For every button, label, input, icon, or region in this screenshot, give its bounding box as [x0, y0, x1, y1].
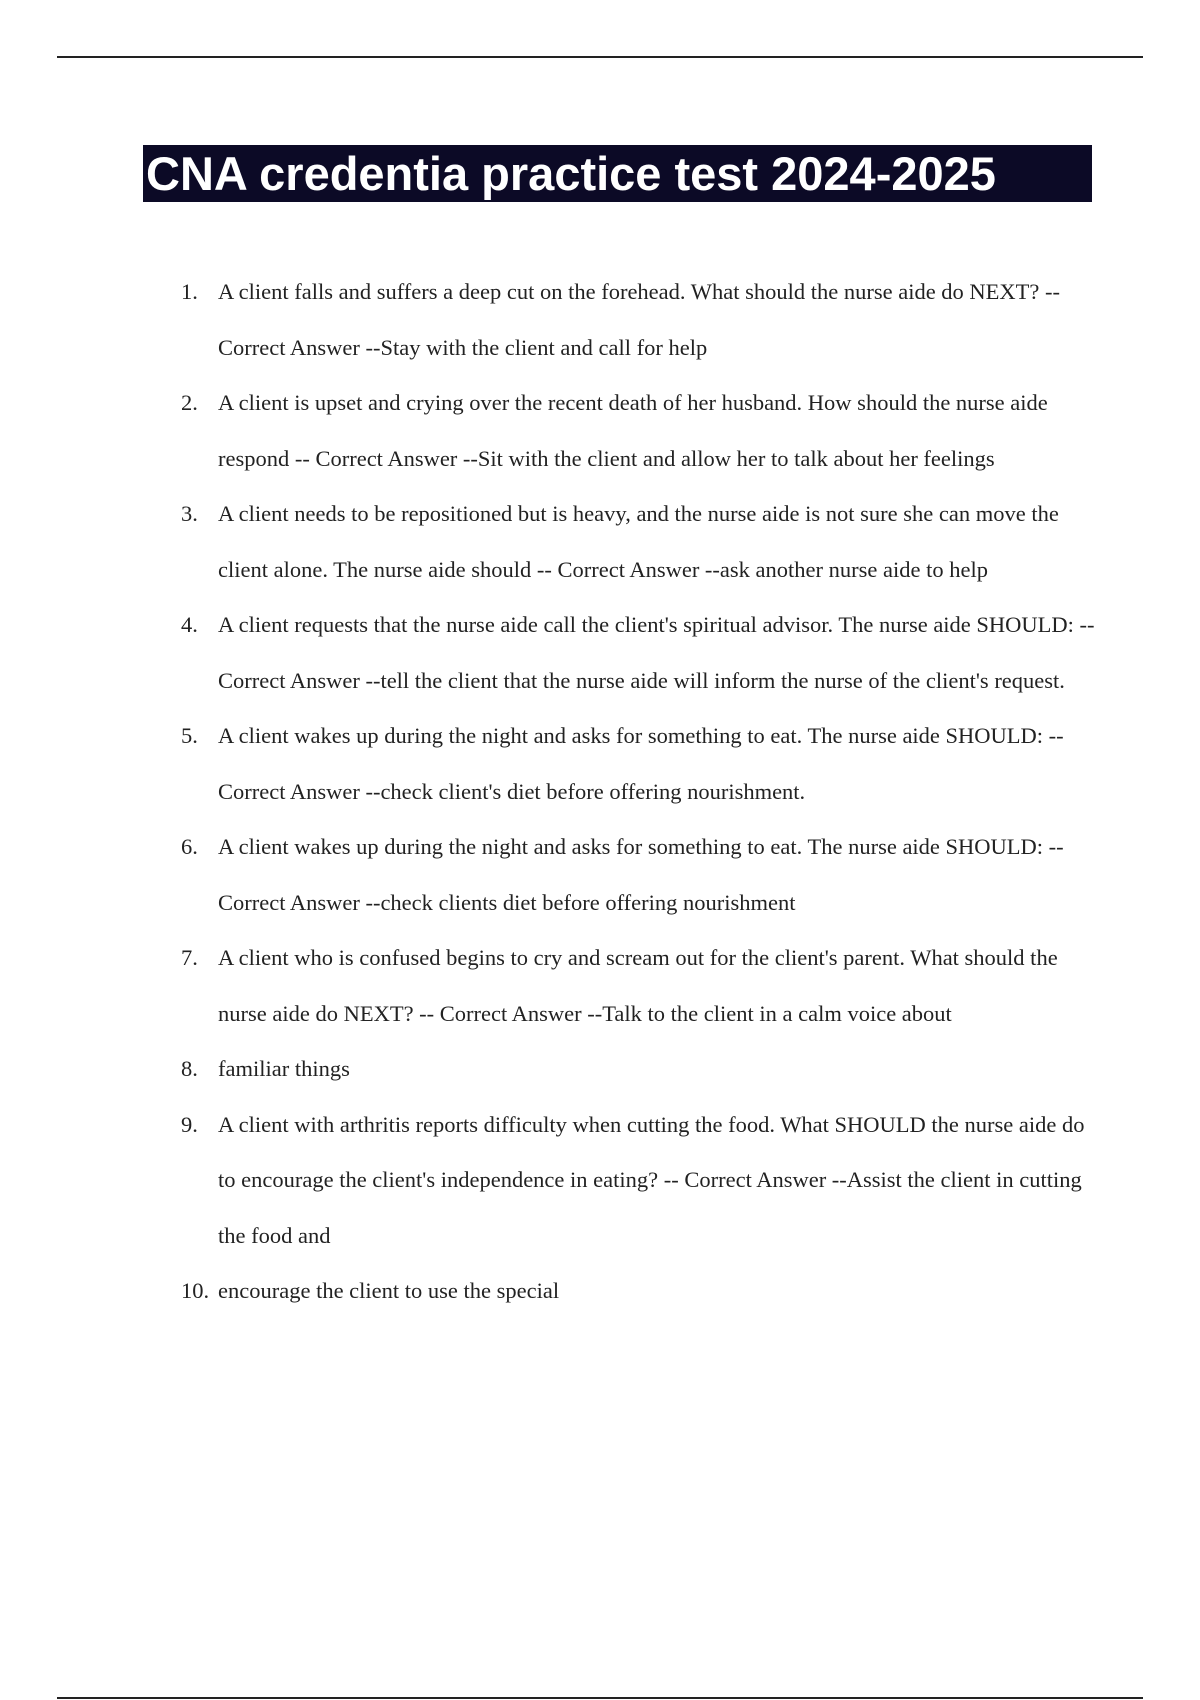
item-number: 3.: [181, 501, 198, 526]
document-title: CNA credentia practice test 2024-2025: [143, 145, 1092, 202]
list-item: [0, 486, 1098, 597]
item-number: 1.: [181, 279, 198, 304]
item-number: 9.: [181, 1111, 198, 1137]
list-item: [0, 819, 1098, 930]
item-text: A client wakes up during the night and asks for something to eat. The nurse aide SHOULD: -- Correct Answer --check client's diet before offering nourishment.: [218, 723, 1064, 804]
item-number: 7.: [181, 945, 198, 970]
item-number: 8.: [181, 1056, 198, 1081]
item-text: A client needs to be repositioned but is heavy, and the nurse aide is not sure she can move the client alone. The nurse aide should -- Correct Answer --ask another nurse aide to help: [218, 501, 1059, 582]
item-number: 5.: [181, 723, 198, 748]
list-item: [0, 1263, 1098, 1319]
question-list: [0, 264, 1200, 1319]
item-text: A client requests that the nurse aide call the client's spiritual advisor. The nurse aide SHOULD: -- Correct Answer --tell the client that the nurse aide will inform the nurse of the client's request.: [218, 612, 1095, 693]
item-text: A client with arthritis reports difficulty when cutting the food. What SHOULD the nurse aide do to encourage the client's independence in eating? -- Correct Answer --Assist the client in cutting the food and: [218, 1111, 1085, 1248]
item-text: A client is upset and crying over the recent death of her husband. How should the nurse aide respond -- Correct Answer --Sit with the client and allow her to talk about her feelings: [218, 390, 1048, 471]
list-item: [0, 375, 1098, 486]
item-number: 2.: [181, 390, 198, 415]
list-item: [0, 264, 1098, 375]
item-text: A client who is confused begins to cry and scream out for the client's parent. What should the nurse aide do NEXT? -- Correct Answer --Talk to the client in a calm voice about: [218, 945, 1058, 1026]
item-number: 10.: [181, 1278, 210, 1303]
list-item: [0, 930, 1098, 1041]
item-text: A client wakes up during the night and asks for something to eat. The nurse aide SHOULD: -- Correct Answer --check clients diet before offering nourishment: [218, 834, 1064, 915]
bottom-rule: [57, 1697, 1143, 1699]
item-number: 6.: [181, 834, 198, 859]
item-number: 4.: [181, 612, 198, 637]
list-item: [0, 1041, 1098, 1097]
list-item: [0, 1097, 1098, 1264]
item-text: familiar things: [218, 1056, 350, 1081]
list-item: [0, 708, 1098, 819]
item-text: encourage the client to use the special: [218, 1278, 560, 1303]
item-text: A client falls and suffers a deep cut on the forehead. What should the nurse aide do NEXT? -- Correct Answer --Stay with the client and call for help: [218, 279, 1061, 360]
list-item: [0, 597, 1098, 708]
top-rule: [57, 56, 1143, 58]
